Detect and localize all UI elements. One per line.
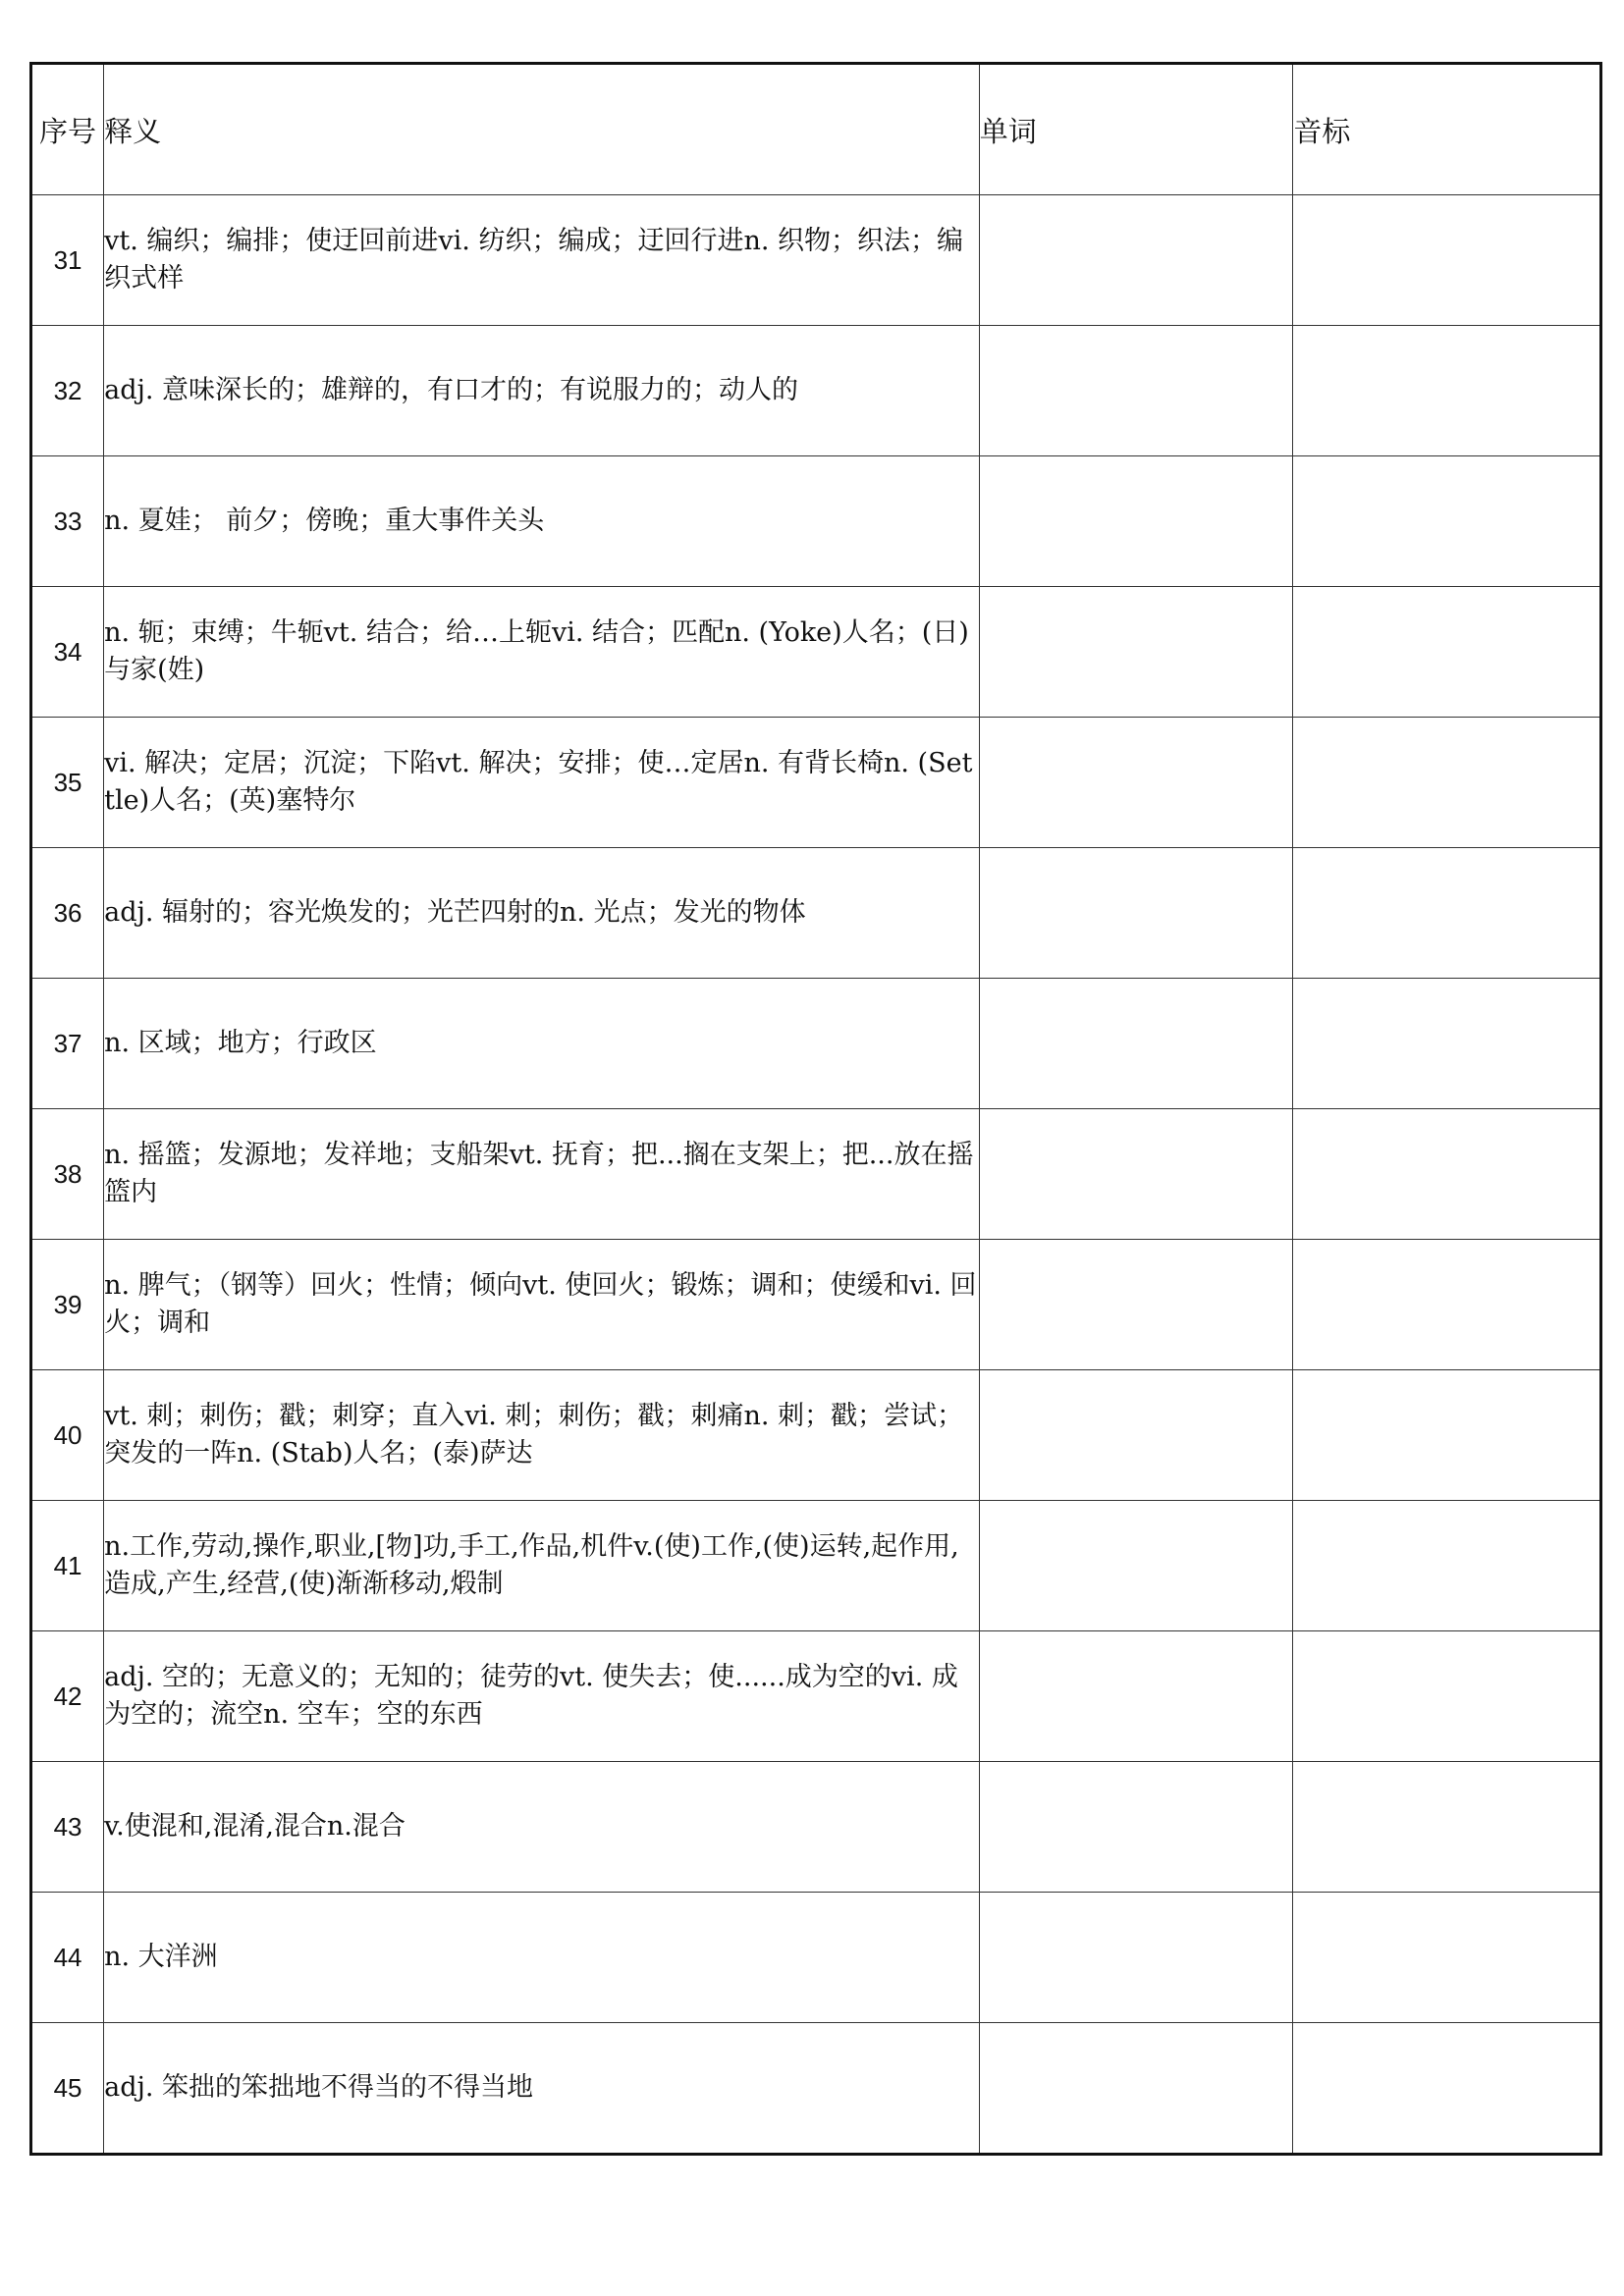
row-definition: n. 大洋洲 [104, 1893, 980, 2023]
row-number: 43 [31, 1762, 104, 1893]
word-answer-cell[interactable] [979, 1501, 1293, 1631]
row-number: 42 [31, 1631, 104, 1762]
word-answer-cell[interactable] [979, 2023, 1293, 2155]
table-row [31, 456, 1601, 587]
word-answer-cell[interactable] [979, 1109, 1293, 1240]
row-definition: n. 轭；束缚；牛轭vt. 结合；给…上轭vi. 结合；匹配n. (Yoke)人名；(日)与家(姓) [104, 587, 980, 718]
word-answer-cell[interactable] [979, 1240, 1293, 1370]
phonetic-answer-cell[interactable] [1293, 456, 1601, 587]
table-row [31, 587, 1601, 718]
row-definition: vi. 解决；定居；沉淀；下陷vt. 解决；安排；使…定居n. 有背长椅n. (Settle)人名；(英)塞特尔 [104, 718, 980, 848]
table-row [31, 848, 1601, 979]
row-number: 34 [31, 587, 104, 718]
word-answer-cell[interactable] [979, 1631, 1293, 1762]
word-answer-cell[interactable] [979, 456, 1293, 587]
word-answer-cell[interactable] [979, 326, 1293, 456]
phonetic-answer-cell[interactable] [1293, 195, 1601, 326]
row-number: 45 [31, 2023, 104, 2155]
row-definition: n. 脾气；（钢等）回火；性情；倾向vt. 使回火；锻炼；调和；使缓和vi. 回火；调和 [104, 1240, 980, 1370]
table-row [31, 1762, 1601, 1893]
phonetic-answer-cell[interactable] [1293, 1501, 1601, 1631]
phonetic-answer-cell[interactable] [1293, 1109, 1601, 1240]
word-answer-cell[interactable] [979, 195, 1293, 326]
phonetic-answer-cell[interactable] [1293, 1762, 1601, 1893]
row-definition: adj. 辐射的；容光焕发的；光芒四射的n. 光点；发光的物体 [104, 848, 980, 979]
word-answer-cell[interactable] [979, 848, 1293, 979]
word-answer-cell[interactable] [979, 979, 1293, 1109]
row-number: 38 [31, 1109, 104, 1240]
phonetic-answer-cell[interactable] [1293, 587, 1601, 718]
row-definition: n. 夏娃； 前夕；傍晚；重大事件关头 [104, 456, 980, 587]
row-number: 37 [31, 979, 104, 1109]
row-definition: vt. 编织；编排；使迂回前进vi. 纺织；编成；迂回行进n. 织物；织法；编织式样 [104, 195, 980, 326]
word-answer-cell[interactable] [979, 1762, 1293, 1893]
word-answer-cell[interactable] [979, 1370, 1293, 1501]
phonetic-answer-cell[interactable] [1293, 979, 1601, 1109]
phonetic-answer-cell[interactable] [1293, 848, 1601, 979]
row-definition: n.工作,劳动,操作,职业,[物]功,手工,作品,机件v.(使)工作,(使)运转,起作用,造成,产生,经营,(使)渐渐移动,煅制 [104, 1501, 980, 1631]
row-number: 41 [31, 1501, 104, 1631]
table-row [31, 1893, 1601, 2023]
row-number: 33 [31, 456, 104, 587]
table-row [31, 718, 1601, 848]
phonetic-answer-cell[interactable] [1293, 1631, 1601, 1762]
row-definition: v.使混和,混淆,混合n.混合 [104, 1762, 980, 1893]
vocabulary-worksheet [29, 62, 1602, 2156]
table-row [31, 1240, 1601, 1370]
row-definition: adj. 空的；无意义的；无知的；徒劳的vt. 使失去；使......成为空的vi. 成为空的；流空n. 空车；空的东西 [104, 1631, 980, 1762]
phonetic-answer-cell[interactable] [1293, 718, 1601, 848]
phonetic-answer-cell[interactable] [1293, 1240, 1601, 1370]
header-phonetic: 音标 [1293, 64, 1601, 195]
row-number: 35 [31, 718, 104, 848]
table-row [31, 1370, 1601, 1501]
table-row [31, 1501, 1601, 1631]
header-definition: 释义 [104, 64, 980, 195]
phonetic-answer-cell[interactable] [1293, 1893, 1601, 2023]
row-number: 31 [31, 195, 104, 326]
table-row [31, 1631, 1601, 1762]
row-definition: n. 摇篮；发源地；发祥地；支船架vt. 抚育；把...搁在支架上；把...放在摇篮内 [104, 1109, 980, 1240]
vocabulary-table [29, 62, 1602, 2156]
row-definition: adj. 意味深长的；雄辩的，有口才的；有说服力的；动人的 [104, 326, 980, 456]
table-row [31, 979, 1601, 1109]
row-number: 44 [31, 1893, 104, 2023]
phonetic-answer-cell[interactable] [1293, 2023, 1601, 2155]
phonetic-answer-cell[interactable] [1293, 1370, 1601, 1501]
table-row [31, 1109, 1601, 1240]
header-word: 单词 [979, 64, 1293, 195]
row-number: 32 [31, 326, 104, 456]
table-row [31, 2023, 1601, 2155]
word-answer-cell[interactable] [979, 718, 1293, 848]
phonetic-answer-cell[interactable] [1293, 326, 1601, 456]
row-number: 40 [31, 1370, 104, 1501]
row-number: 39 [31, 1240, 104, 1370]
header-row [31, 64, 1601, 195]
table-row [31, 326, 1601, 456]
row-definition: vt. 刺；刺伤；戳；刺穿；直入vi. 刺；刺伤；戳；刺痛n. 刺；戳；尝试；突发的一阵n. (Stab)人名；(泰)萨达 [104, 1370, 980, 1501]
table-row [31, 195, 1601, 326]
word-answer-cell[interactable] [979, 587, 1293, 718]
row-definition: n. 区域；地方；行政区 [104, 979, 980, 1109]
row-number: 36 [31, 848, 104, 979]
header-number: 序号 [31, 64, 104, 195]
word-answer-cell[interactable] [979, 1893, 1293, 2023]
row-definition: adj. 笨拙的笨拙地不得当的不得当地 [104, 2023, 980, 2155]
